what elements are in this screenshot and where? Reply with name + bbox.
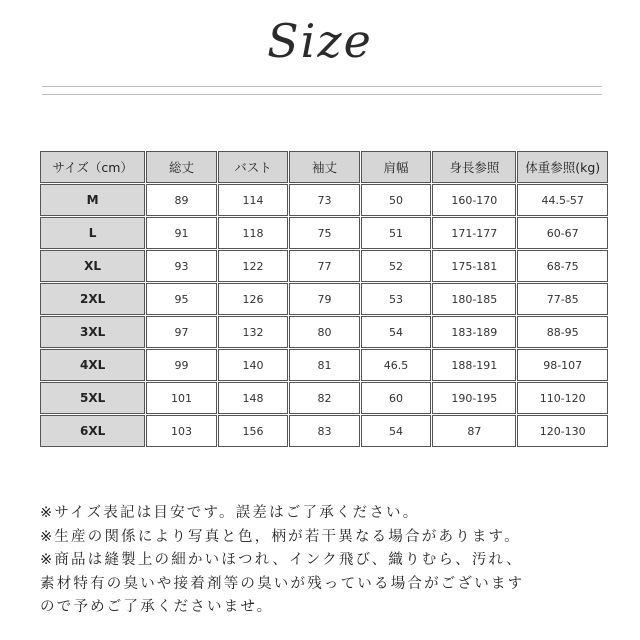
size-label: 2XL bbox=[40, 283, 145, 315]
table-cell: 44.5-57 bbox=[517, 184, 608, 216]
header-shoulder: 肩幅 bbox=[361, 151, 432, 183]
table-cell: 80 bbox=[289, 316, 360, 348]
table-header-row bbox=[40, 151, 608, 183]
table-cell: 60 bbox=[361, 382, 432, 414]
note-line: 素材特有の臭いや接着剤等の臭いが残っている場合がございます bbox=[40, 575, 525, 592]
table-cell: 103 bbox=[146, 415, 217, 447]
table-cell: 91 bbox=[146, 217, 217, 249]
table-cell: 101 bbox=[146, 382, 217, 414]
table-cell: 82 bbox=[289, 382, 360, 414]
table-cell: 93 bbox=[146, 250, 217, 282]
table-cell: 188-191 bbox=[432, 349, 516, 381]
table-cell: 171-177 bbox=[432, 217, 516, 249]
table-cell: 52 bbox=[361, 250, 432, 282]
size-chart-table bbox=[39, 150, 609, 448]
table-cell: 60-67 bbox=[517, 217, 608, 249]
header-length: 総丈 bbox=[146, 151, 217, 183]
table-cell: 53 bbox=[361, 283, 432, 315]
table-cell: 126 bbox=[218, 283, 289, 315]
table-cell: 54 bbox=[361, 415, 432, 447]
note-line: ※生産の関係により写真と色，柄が若干異なる場合があります。 bbox=[40, 528, 521, 545]
table-cell: 97 bbox=[146, 316, 217, 348]
table-row bbox=[40, 217, 608, 249]
size-label: 3XL bbox=[40, 316, 145, 348]
table-cell: 73 bbox=[289, 184, 360, 216]
table-cell: 99 bbox=[146, 349, 217, 381]
table-cell: 183-189 bbox=[432, 316, 516, 348]
table-cell: 81 bbox=[289, 349, 360, 381]
note-line: ので予めご了承くださいませ。 bbox=[40, 599, 274, 615]
note-line: ※サイズ表記は目安です。誤差はご了承ください。 bbox=[40, 505, 420, 521]
size-label: XL bbox=[40, 250, 145, 282]
table-cell: 88-95 bbox=[517, 316, 608, 348]
table-cell: 89 bbox=[146, 184, 217, 216]
table-cell: 54 bbox=[361, 316, 432, 348]
notes-section bbox=[40, 502, 620, 620]
table-cell: 114 bbox=[218, 184, 289, 216]
table-cell: 120-130 bbox=[517, 415, 608, 447]
table-cell: 51 bbox=[361, 217, 432, 249]
note-line: ※商品は縫製上の細かいほつれ、インク飛び、織りむら、汚れ、 bbox=[40, 552, 523, 568]
table-cell: 79 bbox=[289, 283, 360, 315]
table-row bbox=[40, 415, 608, 447]
table-cell: 156 bbox=[218, 415, 289, 447]
header-size: サイズ（cm） bbox=[40, 151, 145, 183]
header-sleeve: 袖丈 bbox=[289, 151, 360, 183]
table-cell: 140 bbox=[218, 349, 289, 381]
table-cell: 122 bbox=[218, 250, 289, 282]
table-cell: 77 bbox=[289, 250, 360, 282]
table-cell: 77-85 bbox=[517, 283, 608, 315]
table-cell: 87 bbox=[432, 415, 516, 447]
table-cell: 148 bbox=[218, 382, 289, 414]
table-cell: 110-120 bbox=[517, 382, 608, 414]
table-cell: 180-185 bbox=[432, 283, 516, 315]
table-cell: 50 bbox=[361, 184, 432, 216]
table-row bbox=[40, 382, 608, 414]
header-weight-ref: 体重参照(kg) bbox=[517, 151, 608, 183]
table-cell: 190-195 bbox=[432, 382, 516, 414]
table-row bbox=[40, 349, 608, 381]
table-row bbox=[40, 250, 608, 282]
table-cell: 95 bbox=[146, 283, 217, 315]
size-label: 6XL bbox=[40, 415, 145, 447]
title-divider-top bbox=[42, 86, 602, 87]
table-cell: 68-75 bbox=[517, 250, 608, 282]
table-cell: 160-170 bbox=[432, 184, 516, 216]
page-title: Size bbox=[267, 14, 373, 68]
header-height-ref: 身長参照 bbox=[432, 151, 516, 183]
table-cell: 132 bbox=[218, 316, 289, 348]
size-label: M bbox=[40, 184, 145, 216]
table-cell: 175-181 bbox=[432, 250, 516, 282]
table-row bbox=[40, 316, 608, 348]
table-cell: 83 bbox=[289, 415, 360, 447]
title-divider-bottom bbox=[42, 94, 602, 95]
size-label: 4XL bbox=[40, 349, 145, 381]
header-bust: バスト bbox=[218, 151, 289, 183]
size-label: 5XL bbox=[40, 382, 145, 414]
table-cell: 98-107 bbox=[517, 349, 608, 381]
size-label: L bbox=[40, 217, 145, 249]
table-cell: 46.5 bbox=[361, 349, 432, 381]
table-cell: 75 bbox=[289, 217, 360, 249]
table-row bbox=[40, 184, 608, 216]
table-row bbox=[40, 283, 608, 315]
table-cell: 118 bbox=[218, 217, 289, 249]
